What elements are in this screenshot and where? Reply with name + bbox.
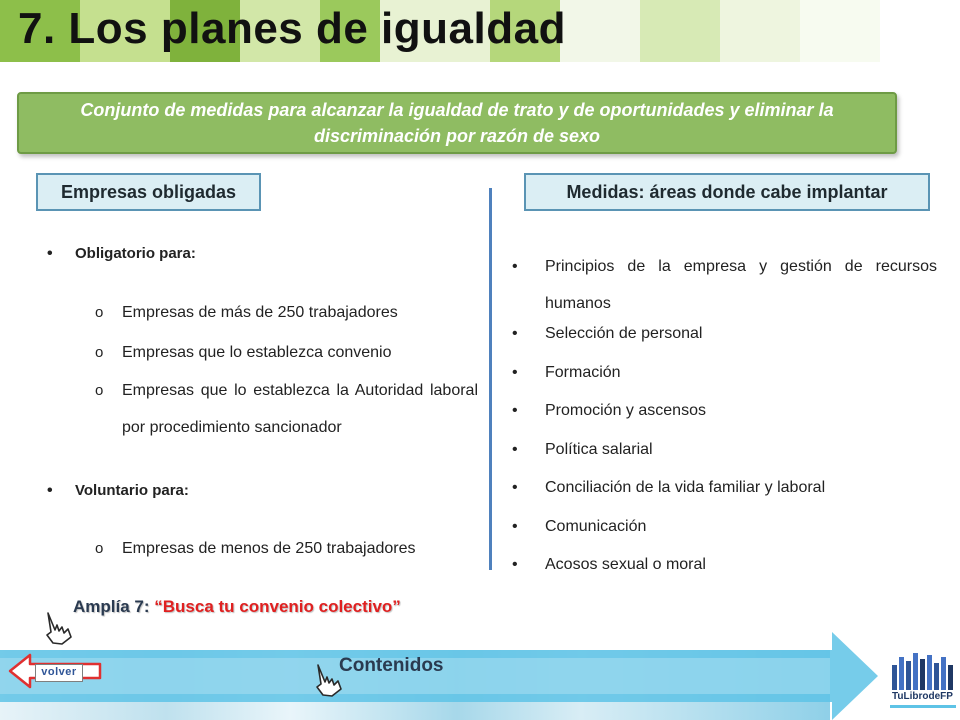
definition-box: Conjunto de medidas para alcanzar la igualdad de trato y de oportunidades y eliminar la discriminación por razón de sexo bbox=[17, 92, 897, 154]
list-item: • Política salarial bbox=[545, 441, 937, 459]
circle-bullet-icon: o bbox=[95, 540, 104, 557]
header-medidas: Medidas: áreas donde cabe implantar bbox=[524, 173, 930, 211]
header-empresas-obligadas: Empresas obligadas bbox=[36, 173, 261, 211]
amplia-link-text[interactable]: “Busca tu convenio colectivo” bbox=[154, 597, 401, 616]
amplia-link[interactable] bbox=[73, 597, 401, 617]
list-item: o Empresas de menos de 250 trabajadores bbox=[122, 530, 482, 567]
circle-bullet-icon: o bbox=[95, 344, 104, 361]
list-item: • Promoción y ascensos bbox=[545, 402, 937, 420]
voluntary-label: • Voluntario para: bbox=[75, 482, 189, 499]
list-item: • Acosos sexual o moral bbox=[545, 556, 937, 574]
list-item: • Principios de la empresa y gestión de recursos humanos bbox=[545, 248, 937, 322]
tulibrodefp-logo bbox=[886, 645, 960, 720]
contents-link[interactable]: Contenidos bbox=[339, 655, 444, 676]
list-item: • Comunicación bbox=[545, 518, 937, 536]
list-item: • Selección de personal bbox=[545, 325, 937, 343]
list-item: • Conciliación de la vida familiar y laboral bbox=[545, 479, 937, 497]
navigation-band bbox=[0, 632, 900, 720]
circle-bullet-icon: o bbox=[95, 304, 104, 321]
circle-bullet-icon: o bbox=[95, 382, 104, 399]
back-button[interactable]: volver bbox=[35, 664, 83, 682]
column-divider bbox=[489, 188, 492, 570]
list-item: o Empresas que lo establezca la Autoridad laboral por procedimiento sancionador bbox=[122, 372, 478, 446]
amplia-prefix: Amplía 7: bbox=[73, 597, 155, 616]
mandatory-label: • Obligatorio para: bbox=[75, 245, 196, 262]
list-item: • Formación bbox=[545, 364, 937, 382]
logo-text: TuLibrodeFP bbox=[892, 691, 953, 702]
list-item: o Empresas de más de 250 trabajadores bbox=[122, 294, 482, 331]
list-item: o Empresas que lo establezca convenio bbox=[122, 334, 482, 371]
page-title: 7. Los planes de igualdad bbox=[18, 4, 566, 53]
